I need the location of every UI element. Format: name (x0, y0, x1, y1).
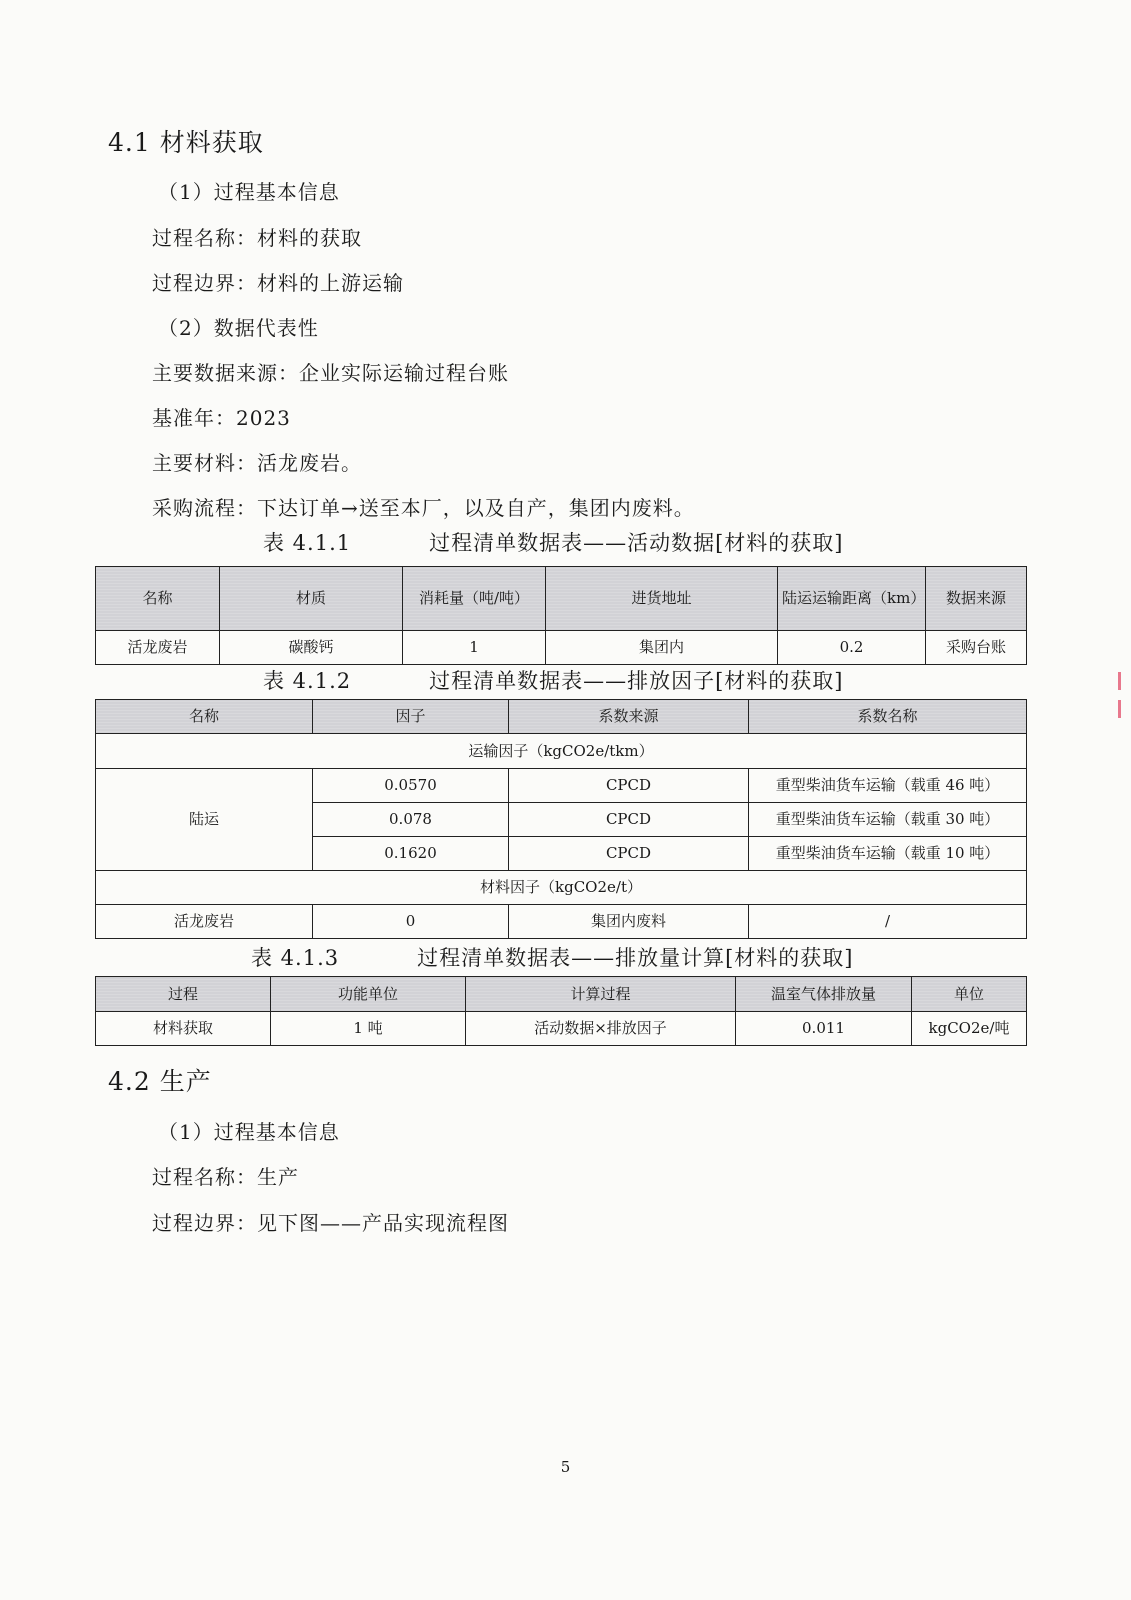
factor-cell: 0.1620 (313, 837, 509, 871)
table-number: 表 4.1.3 (251, 946, 340, 970)
page-number: 5 (560, 1458, 571, 1476)
table-title: 过程清单数据表——活动数据[材料的获取] (429, 531, 844, 555)
section-heading-4-2: 4.2 生产 (108, 1067, 212, 1096)
table-row (96, 769, 1027, 803)
header-cell: 功能单位 (271, 977, 466, 1012)
paragraph-process-boundary: 过程边界：材料的上游运输 (152, 271, 404, 295)
table-4-1-2-caption (263, 665, 844, 695)
cell: 1 (403, 631, 546, 665)
header-cell: 消耗量（吨/吨） (403, 567, 546, 631)
cell: 集团内废料 (509, 905, 749, 939)
header-cell: 系数名称 (749, 700, 1027, 734)
table-row (96, 631, 1027, 665)
header-cell: 系数来源 (509, 700, 749, 734)
paragraph-base-year: 基准年：2023 (152, 406, 291, 430)
cell: kgCO2e/吨 (912, 1012, 1027, 1046)
paragraph-process-name-2: 过程名称：生产 (152, 1165, 299, 1189)
cell: 0.2 (778, 631, 926, 665)
table-row (96, 905, 1027, 939)
source-cell: CPCD (509, 769, 749, 803)
paragraph-main-material: 主要材料：活龙废岩。 (152, 451, 362, 475)
coef-name-cell: 重型柴油货车运输（载重 46 吨） (749, 769, 1027, 803)
group-transport-factor: 运输因子（kgCO2e/tkm） (96, 734, 1027, 769)
table-emission-factors (95, 699, 1027, 939)
factor-cell: 0.0570 (313, 769, 509, 803)
cell: 集团内 (546, 631, 778, 665)
table-number: 表 4.1.2 (263, 669, 352, 693)
paragraph-data-representativeness: （2）数据代表性 (158, 316, 319, 340)
paragraph-purchase-process: 采购流程：下达订单→送至本厂，以及自产，集团内废料。 (152, 496, 695, 520)
table-title: 过程清单数据表——排放因子[材料的获取] (429, 669, 844, 693)
paragraph-process-boundary-2: 过程边界：见下图——产品实现流程图 (152, 1211, 509, 1235)
cell: 0 (313, 905, 509, 939)
table-emission-calculation (95, 976, 1027, 1046)
header-cell: 进货地址 (546, 567, 778, 631)
cell: 1 吨 (271, 1012, 466, 1046)
source-cell: CPCD (509, 803, 749, 837)
header-cell: 因子 (313, 700, 509, 734)
table-title: 过程清单数据表——排放量计算[材料的获取] (417, 946, 854, 970)
header-cell: 名称 (96, 567, 220, 631)
cell: 材料获取 (96, 1012, 271, 1046)
cell: 活龙废岩 (96, 905, 313, 939)
cell: 活龙废岩 (96, 631, 220, 665)
source-cell: CPCD (509, 837, 749, 871)
header-cell: 陆运运输距离（km） (778, 567, 926, 631)
group-material-factor: 材料因子（kgCO2e/t） (96, 871, 1027, 905)
table-activity-data (95, 566, 1027, 665)
header-cell: 材质 (220, 567, 403, 631)
header-cell: 计算过程 (466, 977, 736, 1012)
cell: / (749, 905, 1027, 939)
header-cell: 单位 (912, 977, 1027, 1012)
cell: 0.011 (736, 1012, 912, 1046)
cell: 碳酸钙 (220, 631, 403, 665)
factor-cell: 0.078 (313, 803, 509, 837)
section-heading-4-1: 4.1 材料获取 (108, 128, 264, 157)
table-number: 表 4.1.1 (263, 531, 352, 555)
coef-name-cell: 重型柴油货车运输（载重 10 吨） (749, 837, 1027, 871)
edge-stamp-mark (1118, 700, 1121, 718)
paragraph-data-source: 主要数据来源：企业实际运输过程台账 (152, 361, 509, 385)
paragraph-basic-info: （1）过程基本信息 (158, 180, 340, 204)
header-cell: 温室气体排放量 (736, 977, 912, 1012)
paragraph-basic-info-2: （1）过程基本信息 (158, 1120, 340, 1144)
table-4-1-1-caption (263, 527, 844, 557)
table-4-1-3-caption (251, 942, 854, 972)
header-cell: 数据来源 (926, 567, 1027, 631)
header-cell: 名称 (96, 700, 313, 734)
paragraph-process-name: 过程名称：材料的获取 (152, 226, 362, 250)
coef-name-cell: 重型柴油货车运输（载重 30 吨） (749, 803, 1027, 837)
cell: 采购台账 (926, 631, 1027, 665)
transport-mode-land: 陆运 (96, 769, 313, 871)
table-row (96, 1012, 1027, 1046)
header-cell: 过程 (96, 977, 271, 1012)
edge-stamp-mark (1118, 672, 1121, 690)
cell: 活动数据×排放因子 (466, 1012, 736, 1046)
